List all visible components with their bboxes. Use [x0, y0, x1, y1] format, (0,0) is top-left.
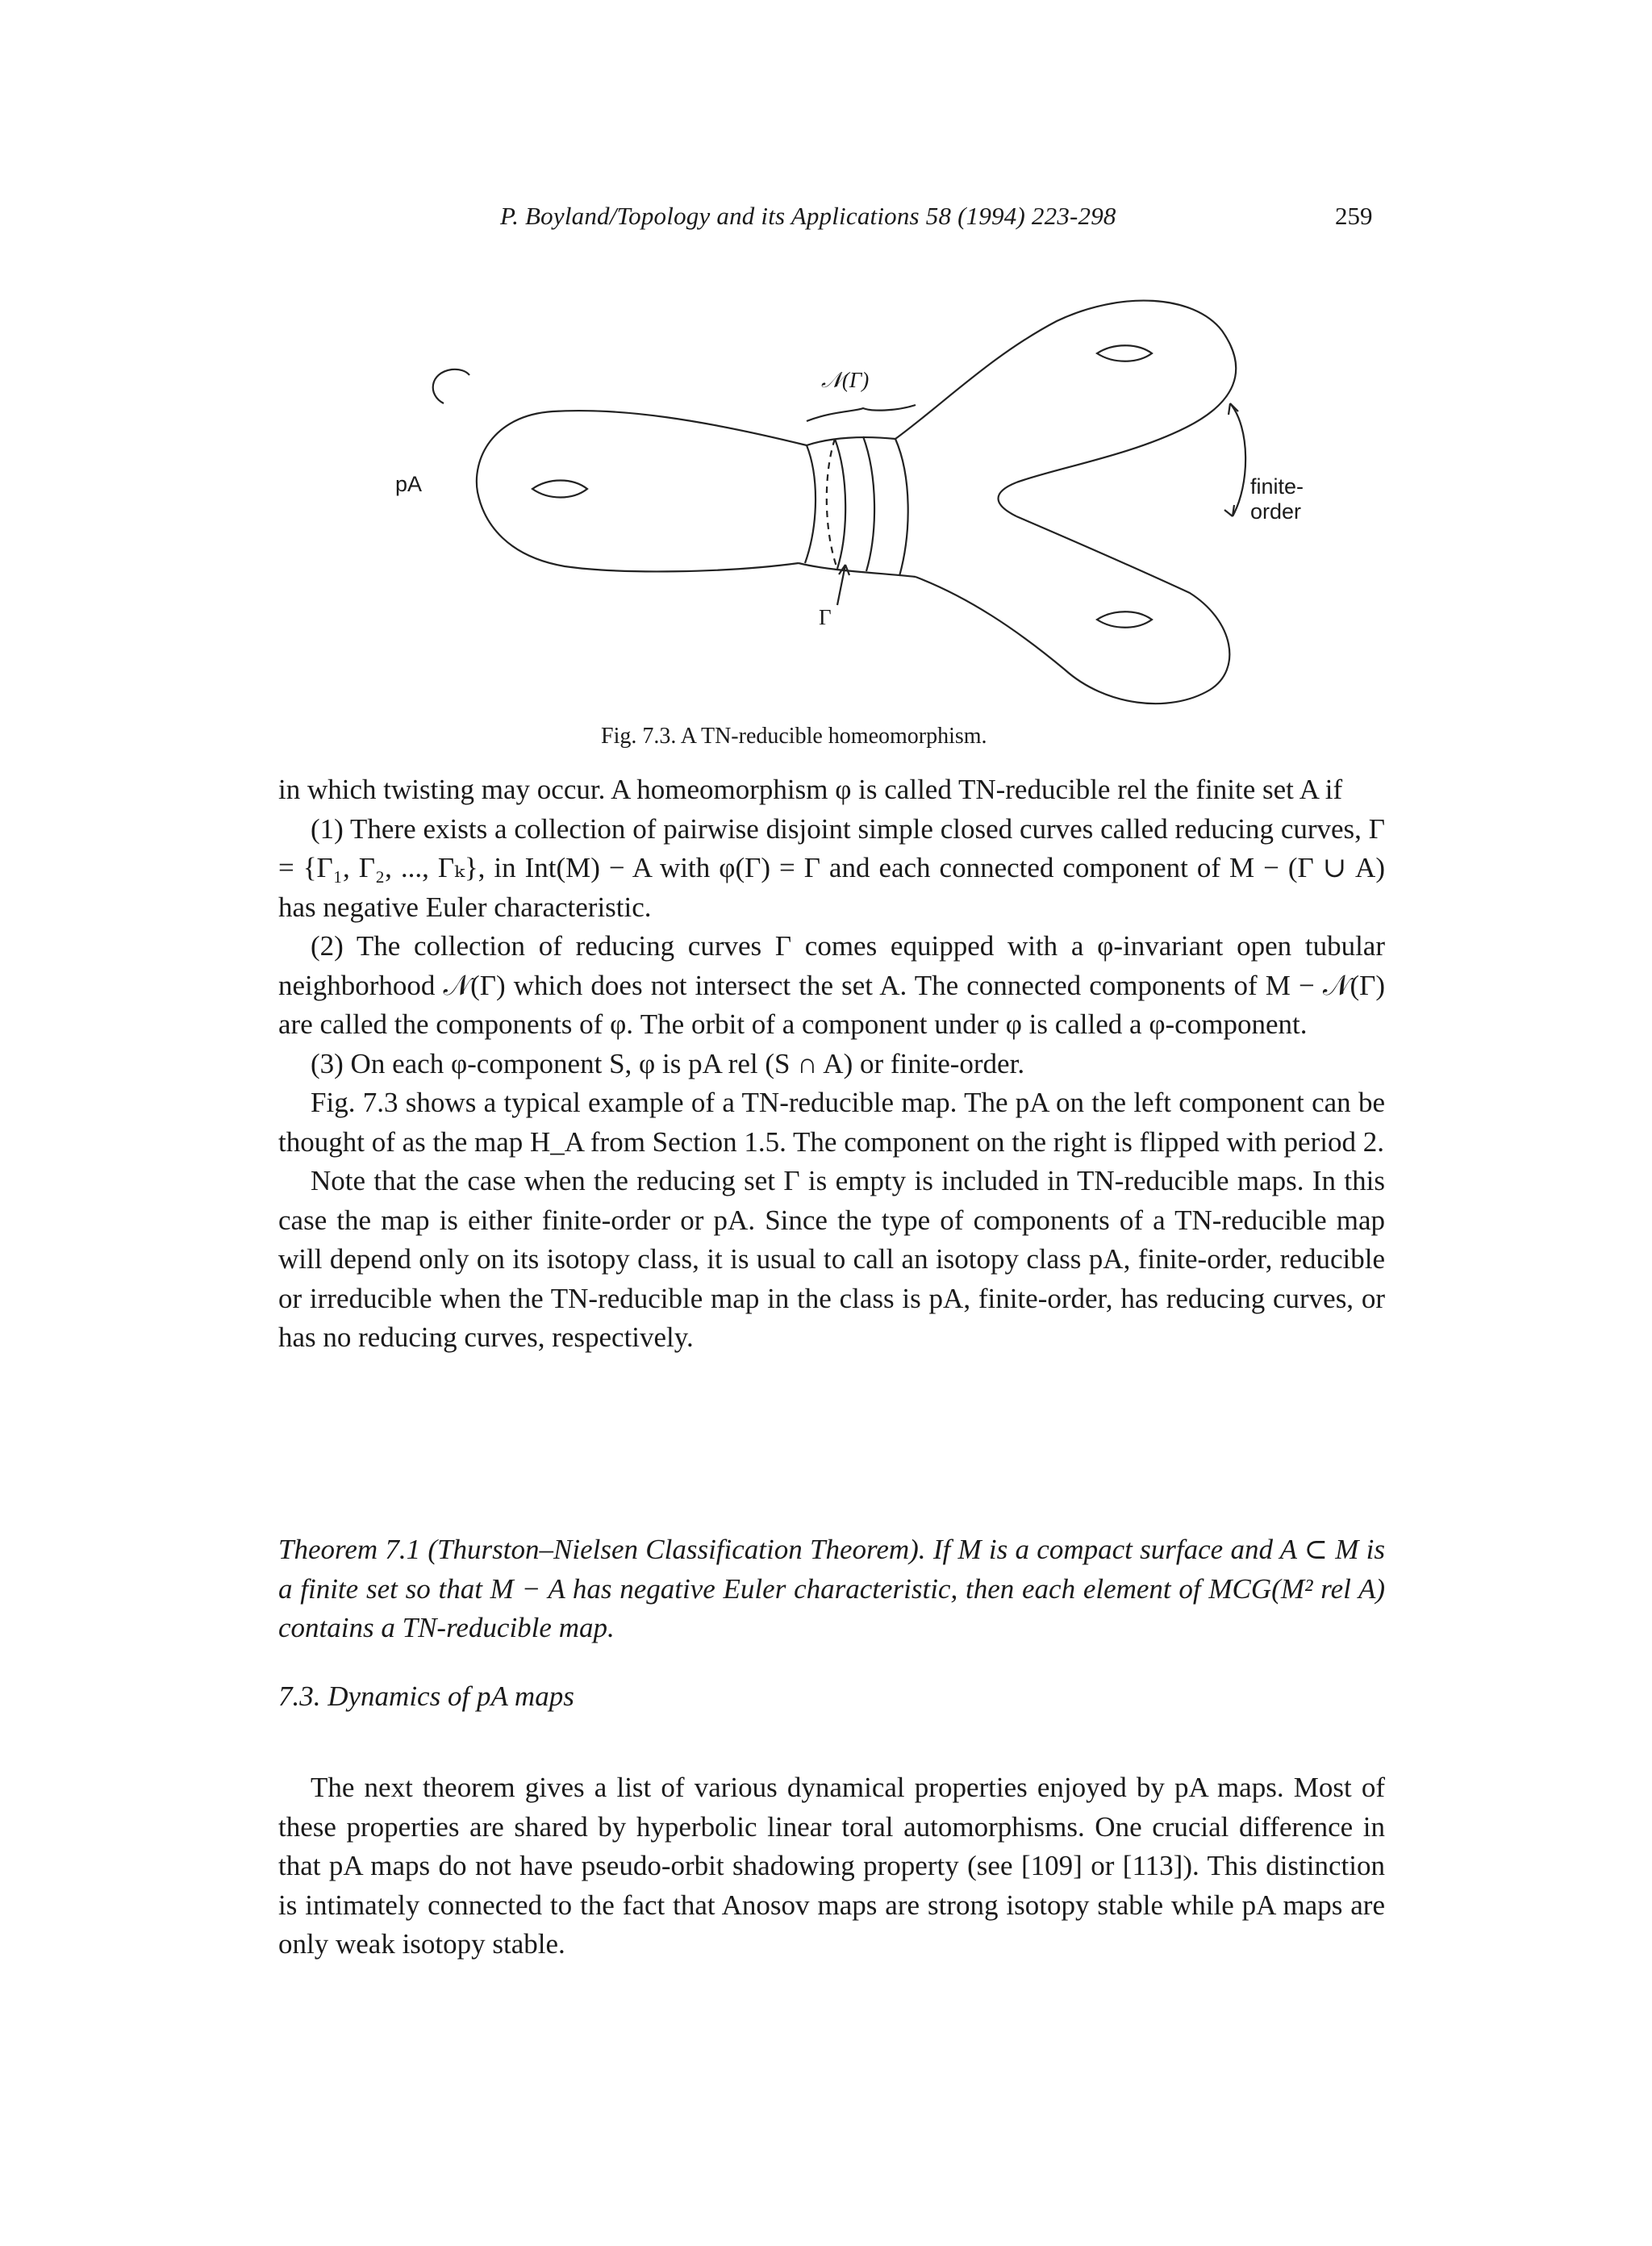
pA-arrow	[433, 369, 469, 403]
tube-top	[807, 437, 895, 445]
figure-7-3	[379, 266, 1304, 718]
paragraph-4: (3) On each φ-component S, φ is pA rel (S ∩ A) or finite-order.	[311, 1047, 1025, 1079]
label-gamma: Γ	[819, 605, 832, 629]
reducing-curve-2-back	[827, 439, 837, 569]
definition-block	[278, 770, 1385, 1358]
paragraph-6: Note that the case when the reducing set Γ is empty is included in TN-reducible maps. In this case the map is either finite-order or pA. Since the type of components of a TN-reducible map will depend only on its isotopy class, it is usual to call an isotopy class pA, finite-order, reducible or irreducible when the TN-reducible map in the class is pA, finite-order, has reducing curves, or has no reducing curves, respectively.	[278, 1165, 1385, 1353]
page-number: 259	[1335, 202, 1373, 230]
reducing-curve-2	[835, 439, 845, 569]
left-handle	[532, 481, 587, 498]
label-finite-order: finite-order	[1250, 474, 1304, 524]
running-head: P. Boyland/Topology and its Applications 58 (1994) 223-298	[500, 202, 1116, 230]
figure-caption: Fig. 7.3. A TN-reducible homeomorphism.	[601, 724, 987, 749]
reducing-curve-4	[895, 439, 908, 576]
neighborhood-brace	[807, 405, 916, 421]
section-title: 7.3. Dynamics of pA maps	[278, 1680, 574, 1712]
reducing-curve-3	[863, 436, 874, 571]
inner-v	[999, 482, 1017, 516]
paragraph-3: (2) The collection of reducing curves Γ comes equipped with a φ-invariant open tubular neighborhood 𝒩(Γ) which does not intersect the set A. The connected components of M − 𝒩(Γ) are called the components of φ. The orbit of a component under φ is called a φ-component.	[278, 930, 1385, 1040]
lower-right-lobe	[916, 516, 1229, 703]
paragraph-2: (1) There exists a collection of pairwise disjoint simple closed curves called reducing curves, Γ = {Γ₁, Γ₂, ..., Γₖ}, in Int(M) − A with φ(Γ) = Γ and each connected component of M − (Γ ∪ A) has negative Euler characteristic.	[278, 812, 1385, 923]
paragraph-1: in which twisting may occur. A homeomorphism φ is called TN-reducible rel the finite set A if	[278, 774, 1343, 805]
theorem-block	[278, 1530, 1385, 1648]
paragraph-5: Fig. 7.3 shows a typical example of a TN-reducible map. The pA on the left component can be thought of as the map H_A from Section 1.5. The component on the right is flipped with period 2.	[278, 1087, 1385, 1158]
finite-order-arrow	[1230, 403, 1245, 516]
label-pA: pA	[395, 472, 423, 496]
label-neighborhood: 𝒩(Γ)	[821, 368, 870, 392]
surface-diagram	[379, 266, 1291, 718]
left-lobe-outline	[477, 411, 807, 571]
theorem-7-1: Theorem 7.1 (Thurston–Nielsen Classification Theorem). If M is a compact surface and A ⊂ M is a finite set so that M − A has negative Euler characteristic, then each element of MCG(M² rel A) contains a TN-reducible map.	[278, 1534, 1385, 1643]
lower-right-handle	[1097, 612, 1152, 628]
reducing-curve-1	[805, 445, 816, 563]
finite-order-arrowhead-bottom	[1224, 505, 1234, 516]
upper-right-handle	[1097, 345, 1152, 361]
paragraph-7: The next theorem gives a list of various dynamical properties enjoyed by pA maps. Most of these properties are shared by hyperbolic linear toral automorphisms. One crucial difference in that pA maps do not have pseudo-orbit shadowing property (see [109] or [113]). This distinction is intimately connected to the fact that Anosov maps are strong isotopy stable while pA maps are only weak isotopy stable.	[278, 1772, 1385, 1960]
section-body	[278, 1768, 1385, 1964]
upper-right-lobe	[895, 301, 1236, 482]
tube-bottom	[799, 563, 916, 577]
